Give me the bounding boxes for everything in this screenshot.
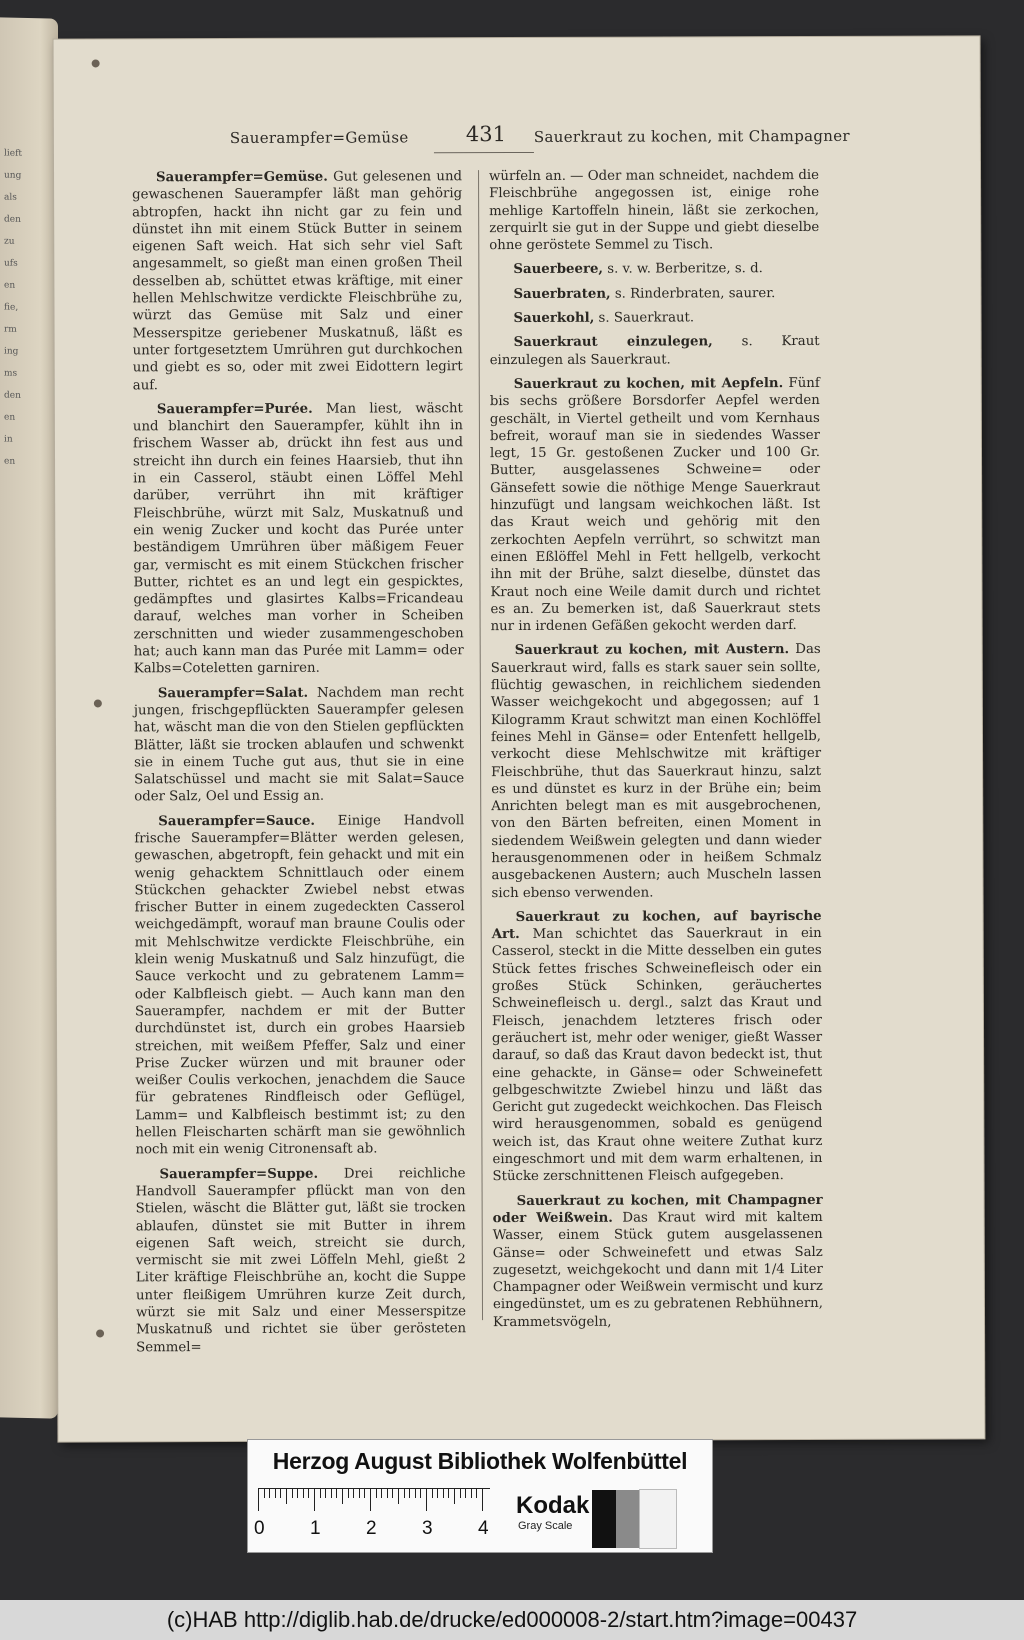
ruler-tick — [303, 1489, 304, 1498]
entry-heading: Sauerkraut einzulegen, — [513, 334, 713, 351]
cross-reference-entry — [489, 285, 819, 303]
left-page-text-fragment: ung — [4, 170, 22, 181]
left-page-edge — [0, 17, 58, 1418]
ruler-tick — [314, 1489, 315, 1511]
swatch-gray — [616, 1490, 640, 1548]
page-number: 431 — [465, 122, 507, 147]
recipe-entry — [133, 400, 464, 678]
entry-heading: Sauerkraut zu kochen, mit Aepfeln. — [513, 376, 784, 392]
header-right: Sauerkraut zu kochen, mit Champagner — [533, 126, 850, 146]
binding-hole — [92, 59, 100, 67]
ruler-tick — [392, 1489, 393, 1498]
entry-heading: Sauerampfer=Gemüse. — [156, 169, 328, 186]
entry-heading: Sauerbeere, — [513, 262, 604, 278]
color-target-card — [248, 1440, 712, 1552]
recipe-entry — [492, 908, 823, 1186]
ruler-tick — [364, 1489, 365, 1498]
ruler-tick — [448, 1489, 449, 1498]
entry-heading: Sauerampfer=Sauce. — [158, 813, 316, 829]
gray-scale-label: Gray Scale — [518, 1520, 573, 1532]
ruler-tick — [258, 1489, 259, 1511]
text-column-right — [489, 167, 823, 1338]
ruler-tick — [331, 1489, 332, 1498]
ruler-tick — [381, 1489, 382, 1498]
left-page-text-fragment: in — [4, 434, 13, 445]
book-page — [54, 36, 985, 1441]
left-page-text-fragment: ing — [4, 346, 19, 357]
ruler-tick — [465, 1489, 466, 1498]
entry-text: Nachdem man recht jungen, frischgepflückten Sauerampfer gelesen hat, wäscht man die von den Stielen gepflückten Blätter, läßt sie trocken ablaufen und schwenkt sie in einem Tuche gut aus, thut sie in eine Salatschüssel und macht sie mit Salat=Sauce oder Salz, Oel und Essig an. — [133, 684, 465, 805]
left-page-text-fragment: en — [4, 456, 16, 467]
ruler-tick — [325, 1489, 326, 1498]
running-header — [54, 120, 980, 151]
recipe-entry — [132, 168, 463, 394]
copyright-footer: (c)HAB http://diglib.hab.de/drucke/ed000008-2/start.htm?image=00437 — [0, 1600, 1024, 1640]
left-page-text-fragment: en — [4, 412, 16, 423]
entry-heading: Sauerkraut zu kochen, mit Austern. — [514, 642, 790, 659]
entry-text: Das Sauerkraut wird, falls es stark sauer sein sollte, flüchtig gewaschen, in reichlichem siedenden Wasser weichgekocht und abgegossen; auf 1 Kilogramm Kraut schwitzt man einen Kochlöffel feines Mehl in Gänse= oder Entenfett hellgelb, verkocht diese Mehlschwitze mit kräftiger Fleischbrühe, thut das Sauerkraut hinzu, salzt es und dünstet es kurz in der Brühe ein; beim Anrichten belegt man es mit ausgebrochenen, von den Bärten befreiten, einen Moment in siedendem Weißwein gelegten und dann wieder herausgenommenen oder in heißem Schmalz ausgebackenen Austern; auch Muscheln lassen sich ebenso verwenden. — [490, 642, 822, 901]
ruler-tick — [420, 1489, 421, 1498]
ruler-label: 3 — [422, 1518, 433, 1539]
ruler-tick — [471, 1489, 472, 1498]
entry-heading: Sauerkraut zu kochen, auf bayrische Art. — [491, 908, 822, 943]
ruler-tick — [275, 1489, 276, 1498]
recipe-entry — [490, 375, 821, 636]
recipe-entry — [134, 684, 464, 806]
ruler-tick — [443, 1489, 444, 1498]
cross-reference-entry — [489, 260, 819, 278]
ruler-tick — [415, 1489, 416, 1498]
ruler-tick — [286, 1489, 287, 1504]
text-column-left — [132, 168, 466, 1363]
recipe-entry — [491, 641, 822, 902]
header-rule — [434, 152, 534, 153]
left-page-text-fragment: fie, — [4, 302, 19, 313]
ruler-tick — [404, 1489, 405, 1498]
left-page-text-fragment: den — [4, 390, 21, 401]
ruler-tick — [348, 1489, 349, 1498]
ruler-label: 0 — [254, 1518, 265, 1539]
entry-text: s. Kraut einzulegen als Sauerkraut. — [489, 334, 820, 368]
ruler-scale — [258, 1488, 490, 1513]
ruler-tick — [308, 1489, 309, 1498]
left-page-text-fragment: rm — [4, 324, 17, 335]
ruler-tick — [454, 1489, 455, 1504]
ruler-tick — [336, 1489, 337, 1498]
ruler-label: 2 — [366, 1518, 377, 1539]
left-page-text-fragment: zu — [4, 236, 15, 247]
left-page-text-fragment: en — [4, 280, 16, 291]
ruler-label: 1 — [310, 1518, 321, 1539]
ruler-tick — [476, 1489, 477, 1498]
entry-text: Das Kraut wird mit kaltem Wasser, einem Stück gutem ausgelassenen Gänse= oder Schweinefett und etwas Salz zugesetzt, weichgekocht und dann mit 1/4 Liter Champagner oder Weißwein vermischt und kurz eingedünstet, um es zu gebratenen Rebhühnern, Krammetsvögeln, — [492, 1209, 823, 1330]
ruler-tick — [409, 1489, 410, 1498]
entry-text: s. v. w. Berberitze, s. d. — [603, 261, 763, 278]
ruler-tick — [353, 1489, 354, 1498]
left-page-text-fragment: lieft — [4, 148, 23, 159]
binding-hole — [96, 1329, 104, 1337]
ruler-tick — [398, 1489, 399, 1504]
entry-text: Drei reichliche Handvoll Sauerampfer pflückt man von den Stielen, wäscht die Blätter gut, läßt sie trocken ablaufen, dünstet sie mit Butter in ihrem eigenen Saft weich, streicht sie durch, vermischt sie mit zwei Löffeln Mehl, gießt 2 Liter kräftige Fleischbrühe an, kocht die Suppe unter fleißigem Umrühren kurze Zeit durch, würzt sie mit Salz und einer Messerspitze Muskatnuß und richtet sie über gerösteten Semmel= — [135, 1165, 467, 1355]
ruler-tick — [264, 1489, 265, 1498]
entry-text: Einige Handvoll frische Sauerampfer=Blätter werden gelesen, gewaschen, abgetropft, fein gehackt und mit ein wenig gehacktem Schnittlauch oder einem Stückchen gehackter Zwiebel nebst etwas frischer Butter in einem zugedeckten Casserol weichgedämpft, worauf man braune Coulis oder mit Mehlschwitze verdickte Fleischbrühe, ein klein wenig Muskatnuß und Salz hinzufügt, die Sauce verkocht und zu gebratenem Lamm= oder Kalbfleisch giebt. — Auch kann man den Sauerampfer, nachdem er mit der Butter durchdünstet ist, durch ein grobes Haarsieb streichen, mit weißem Pfeffer, Salz und einer Prise Zucker würzen und mit brauner oder weißer Coulis verkochen, jenachdem die Sauce für gebratenes Rindfleisch oder Geflügel, Lamm= und Kalbfleisch bestimmt ist; zu den hellen Fleischarten schärft man sie gewöhnlich noch mit ein wenig Citronensaft ab. — [134, 812, 466, 1158]
entry-text: s. Rinderbraten, saurer. — [610, 285, 776, 302]
entry-text: Fünf bis sechs größere Borsdorfer Aepfel werden geschält, in Viertel getheilt und vom Kernhaus befreit, worauf man sie in siedendes Wasser legt, 15 Gr. gestoßenen Zucker und 100 Gr. Butter, ausgelassenes Schweine= oder Gänsefett sowie die nöthige Menge Sauerkraut hinzufügt und langsam weichkochen läßt. Ist das Kraut weich und gehörig mit den zerkochten Aepfeln verrührt, so schwitzt man einen Eßlöffel Mehl in Fett hellgelb, verkocht ihn mit der Brühe, salzt dieselbe, dünstet das Kraut noch eine Weile damit durch und richtet es an. Zu bemerken ist, daß Sauerkraut stets nur in irdenen Gefäßen gekocht werden darf. — [489, 375, 821, 635]
entry-text: s. Sauerkraut. — [594, 310, 695, 326]
swatch-white — [640, 1490, 676, 1548]
ruler-tick — [460, 1489, 461, 1498]
ruler-tick — [376, 1489, 377, 1498]
column-divider — [478, 170, 483, 1320]
ruler-tick — [432, 1489, 433, 1498]
entry-heading: Sauerampfer=Purée. — [156, 401, 313, 418]
ruler-tick — [370, 1489, 371, 1511]
ruler-tick — [342, 1489, 343, 1504]
binding-hole — [94, 699, 102, 707]
cross-reference-entry — [490, 309, 820, 327]
left-page-text-fragment: den — [4, 214, 21, 225]
entry-text: Man liest, wäscht und blanchirt den Sauerampfer, kühlt ihn in frischem Wasser ab, drückt ihn fest aus und streicht ihn durch ein feines Haarsieb, thut ihn in ein Casserol, stäubt einen Löffel Mehl darüber, verrührt ihn mit kräftiger Fleischbrühe, würzt mit Salz, Muskatnuß und ein wenig Zucker und kocht das Purée unter beständigem Umrühren über mäßigem Feuer gar, vermischt es mit einem Stückchen frischer Butter, richtet es an und legt ein gespicktes, gedämpftes und glasirtes Kalbs=Fricandeau darauf, welches man vorher in Scheiben zerschnitten und wieder zusammengeschoben hat; auch kann man das Purée mit Lamm= oder Kalbs=Coteletten garniren. — [132, 401, 464, 677]
cross-reference-entry — [490, 333, 820, 369]
left-page-text-fragment: ufs — [4, 258, 18, 269]
ruler-tick — [482, 1489, 483, 1511]
entry-text: Man schichtet das Sauerkraut in ein Casserol, steckt in die Mitte desselben ein gutes Stück fettes frisches Schweinefleisch oder ein großes Stück Schinken, geräuchertes Schweinefleisch u. dergl., salzt das Kraut und Fleisch, jenachdem letzteres frisch oder geräuchert ist, mehr oder weniger, gießt Wasser darauf, so daß das Kraut davon bedeckt ist, thut eine gehackte, in Gänse= oder Schweinefett gelbgeschwitzte Zwiebel hinzu und läßt das Gericht gut zugedeckt weichkochen. Das Fleisch wird herausgenommen, sobald es genügend weich ist, das Kraut ohne weitere Zuthat kurz eingeschmort und mit dem warm erhaltenen, in Stücke zerschnittenen Fleisch aufgegeben. — [491, 926, 823, 1185]
ruler-label: 4 — [478, 1518, 489, 1539]
ruler-tick — [320, 1489, 321, 1498]
ruler-tick — [292, 1489, 293, 1498]
entry-heading: Sauerkohl, — [513, 310, 595, 327]
entry-text: Gut gelesenen und gewaschenen Sauerampfer läßt man gehörig abtropfen, hackt ihn nicht gar zu fein und dünstet ihn mit einem Stück Butter in seinem eigenen Saft weich. Hat sich sehr viel Saft angesammelt, so gießt man einen großen Theil desselben ab, schüttet etwas kräftige, mit einer hellen Mehlschwitze verdickte Fleischbrühe zu, würzt das Gemüse mit Salz und einer Messerspitze geriebener Muskatnuß, läßt es unter fortgesetztem Umrühren gut durchkochen und giebt es so, oder mit zwei Eidottern legirt auf. — [132, 169, 463, 393]
recipe-entry — [135, 1165, 466, 1356]
recipe-entry — [493, 1192, 823, 1332]
left-page-text-fragment: ms — [4, 368, 18, 379]
ruler-tick — [387, 1489, 388, 1498]
continued-paragraph: würfeln an. — Oder man schneidet, nachdem die Fleischbrühe angegossen ist, einige rohe mehlige Kartoffeln hinein, läßt sie zerkochen, zerquirlt sie gut in der Suppe und giebt dieselbe ohne geröstete Semmel zu Tisch. — [489, 167, 820, 254]
ruler-tick — [280, 1489, 281, 1498]
header-left: Sauerampfer=Gemüse — [229, 128, 409, 148]
ruler-labels — [254, 1518, 494, 1542]
library-name: Herzog August Bibliothek Wolfenbüttel — [272, 1448, 688, 1474]
ruler-tick — [437, 1489, 438, 1498]
entry-heading: Sauerampfer=Suppe. — [159, 1166, 319, 1182]
swatch-black — [592, 1490, 616, 1548]
kodak-logo: Kodak — [516, 1492, 590, 1519]
entry-heading: Sauerbraten, — [513, 286, 611, 302]
left-page-text-fragment: als — [4, 192, 17, 203]
ruler-tick — [269, 1489, 270, 1498]
ruler-tick — [359, 1489, 360, 1498]
recipe-entry — [134, 812, 465, 1159]
entry-heading: Sauerampfer=Salat. — [157, 685, 309, 701]
ruler-tick — [426, 1489, 427, 1511]
ruler-tick — [297, 1489, 298, 1498]
entry-heading: Sauerkraut zu kochen, mit Champagner oder Weißwein. — [492, 1192, 823, 1227]
